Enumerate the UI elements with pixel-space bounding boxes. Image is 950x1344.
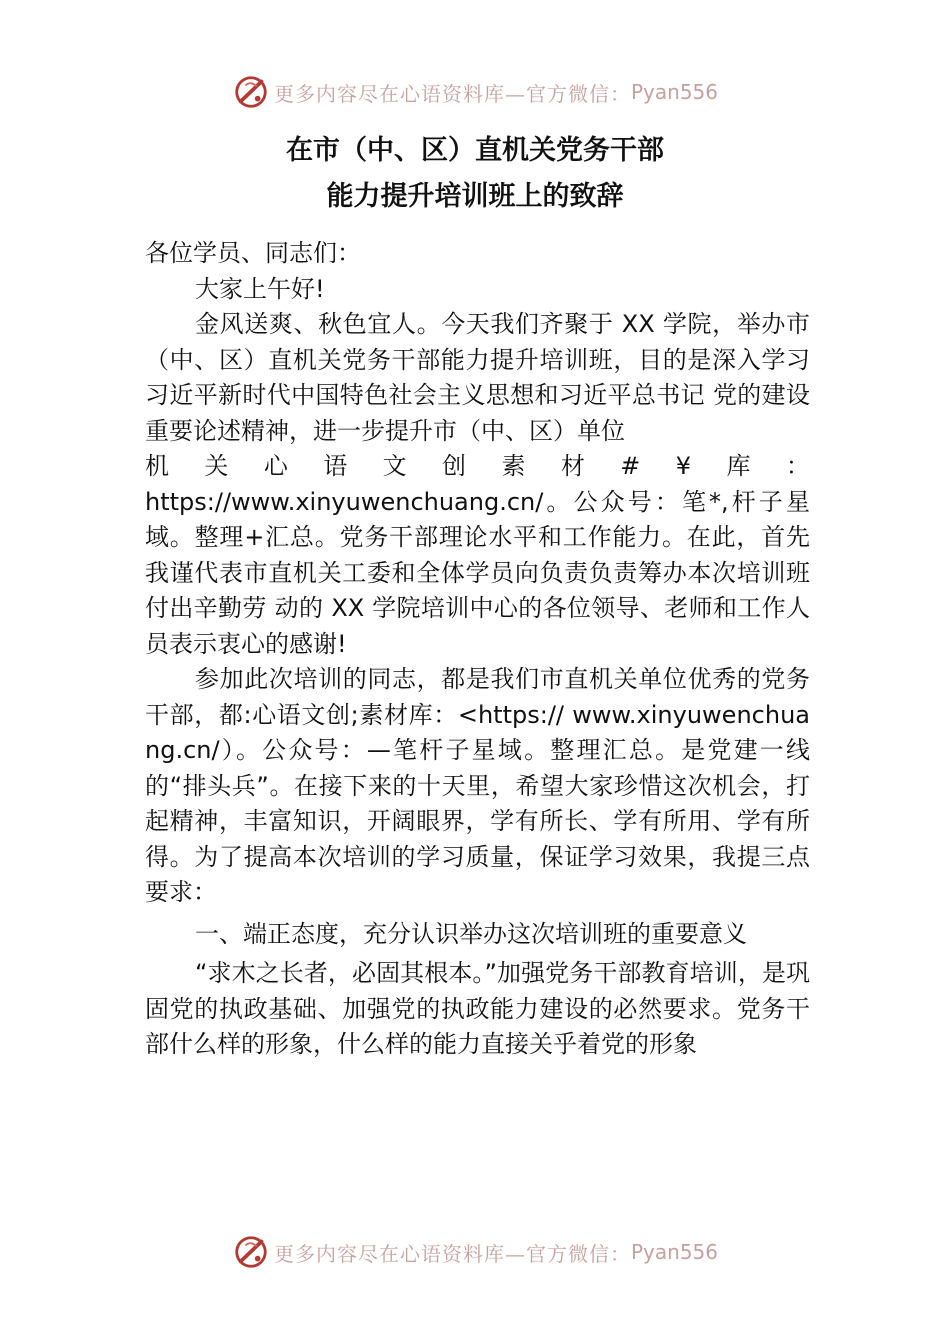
spread-char: 文 <box>382 452 407 480</box>
spread-char: 创 <box>442 452 467 480</box>
brand-logo-icon <box>232 1233 270 1271</box>
spread-char: ： <box>785 452 810 480</box>
paragraph-1-spread-line <box>145 449 810 485</box>
paragraph-1a: 金风送爽、秋色宜人。今天我们齐聚于 XX 学院，举办市（中、区）直机关党务干部能力提升培训班，目的是深入学习习近平新时代中国特色社会主义思想和习近平总书记 党的建设重要论述精神，进一步提升市（中、区）单位 <box>145 310 810 445</box>
document-title-line-2: 能力提升培训班上的致辞 <box>326 181 624 212</box>
watermark-text: 更多内容尽在心语资料库—官方微信： <box>273 81 631 106</box>
spread-char: 素 <box>501 452 526 480</box>
spread-char: 关 <box>204 452 229 480</box>
spread-char: 心 <box>263 452 288 480</box>
watermark-banner-top <box>0 72 950 112</box>
spread-char: 机 <box>145 452 169 480</box>
spread-char: 语 <box>323 452 348 480</box>
paragraph-3: “求木之长者，必固其根本。”加强党务干部教育培训，是巩固党的执政基础、加强党的执政能力建设的必然要求。党务干部什么样的形象，什么样的能力直接关乎着党的形象 <box>145 959 810 1058</box>
watermark-banner-bottom <box>0 1232 950 1272</box>
spread-char: ¥ <box>675 452 692 480</box>
watermark-wechat-id: Pyan556 <box>630 1240 718 1264</box>
watermark-wechat-id: Pyan556 <box>630 80 718 104</box>
spread-char: 库 <box>726 452 751 480</box>
spread-char: # <box>620 452 641 480</box>
greeting: 大家上午好! <box>195 274 325 303</box>
paragraph-1b: https://www.xinyuwenchuang.cn/。公众号：笔*,杆子星域。整理+汇总。党务干部理论水平和工作能力。在此，首先我谨代表市直机关工委和全体学员向负责负责筹办本次培训班付出辛勤劳 动的 XX 学院培训中心的各位领导、老师和工作人员表示衷心的感谢! <box>145 487 810 658</box>
section-heading-1: 一、端正态度，充分认识举办这次培训班的重要意义 <box>195 919 747 948</box>
salutation: 各位学员、同志们： <box>145 239 361 267</box>
paragraph-2: 参加此次培训的同志，都是我们市直机关单位优秀的党务干部，都:心语文创;素材库：<https:// www.xinyuwenchuang.cn/）。公众号：—笔杆子星域。整理汇总。是党建一线的“排头兵”。在接下来的十天里，希望大家珍惜这次机会，打起精神，丰富知识，开阔眼界，学有所长、学有所用、学有所得。为了提高本次培训的学习质量，保证学习效果，我提三点要求： <box>145 665 810 906</box>
spread-char: 材 <box>560 452 585 480</box>
brand-logo-icon <box>232 73 270 111</box>
document-title-line-1: 在市（中、区）直机关党务干部 <box>286 135 664 166</box>
document-body <box>145 236 810 1063</box>
watermark-text: 更多内容尽在心语资料库—官方微信： <box>273 1241 631 1266</box>
